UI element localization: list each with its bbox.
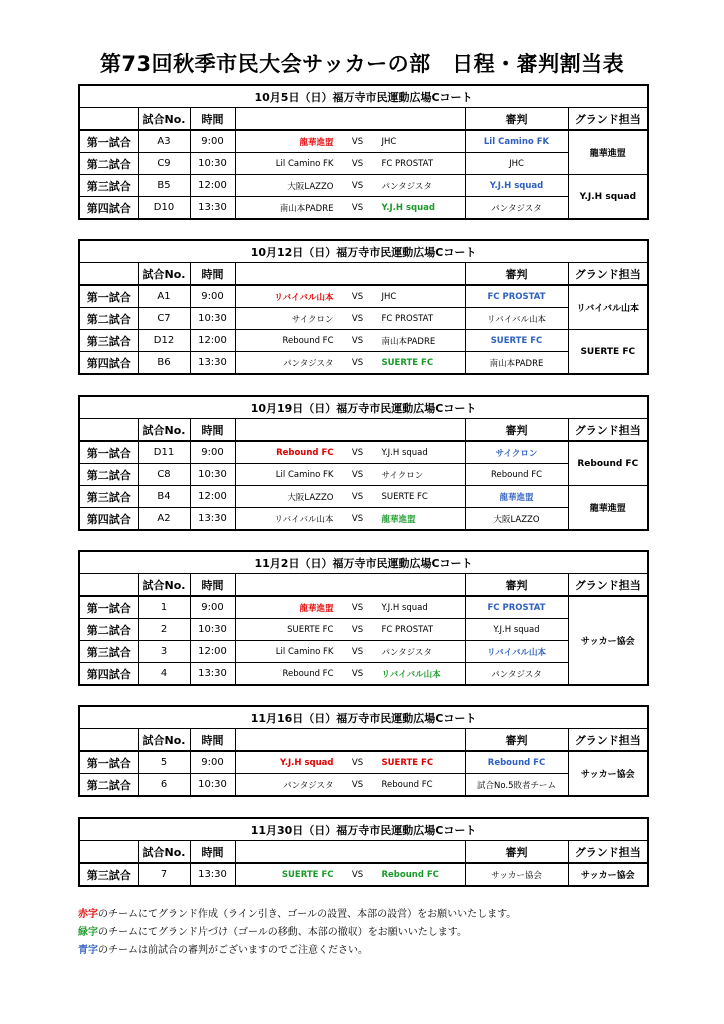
referee-team: Lil Camino FK <box>465 130 568 153</box>
table-row <box>79 153 648 175</box>
header-ground: グランド担当 <box>568 729 648 752</box>
table-row <box>79 596 648 619</box>
header-referee: 審判 <box>465 729 568 752</box>
vs-label: VS <box>351 180 364 191</box>
matchup <box>235 663 465 686</box>
game-time: 10:30 <box>190 464 235 486</box>
away-team: Rebound FC <box>381 869 439 880</box>
header-match <box>235 729 465 752</box>
game-number: 5 <box>138 751 190 774</box>
game-time: 9:00 <box>190 596 235 619</box>
referee-team: Rebound FC <box>465 751 568 774</box>
referee-team: リバイバル山本 <box>465 641 568 663</box>
game-number: B5 <box>138 175 190 197</box>
match-date: 11月2日（日）福万寺市民運動広場Cコート <box>79 551 648 574</box>
table-row <box>79 285 648 308</box>
day-table <box>78 84 649 220</box>
home-team: Lil Camino FK <box>275 469 334 480</box>
home-team: Rebound FC <box>282 335 334 346</box>
matchup <box>235 774 465 797</box>
header-match <box>235 108 465 131</box>
game-label: 第三試合 <box>79 175 138 197</box>
game-label: 第一試合 <box>79 130 138 153</box>
table-row <box>79 774 648 797</box>
header-match <box>235 263 465 286</box>
game-number: 7 <box>138 863 190 886</box>
referee-team: リバイバル山本 <box>465 308 568 330</box>
table-row <box>79 863 648 886</box>
away-team: SUERTE FC <box>381 491 428 502</box>
away-team: パンタジスタ <box>381 181 432 192</box>
game-number: 1 <box>138 596 190 619</box>
matchup <box>235 596 465 619</box>
vs-label: VS <box>351 335 364 346</box>
game-label: 第四試合 <box>79 508 138 531</box>
header-time: 時間 <box>190 263 235 286</box>
away-team: パンタジスタ <box>381 647 432 658</box>
game-label: 第二試合 <box>79 619 138 641</box>
game-time: 13:30 <box>190 352 235 375</box>
table-row <box>79 751 648 774</box>
game-time: 9:00 <box>190 441 235 464</box>
ground-duty: 龍華進盟 <box>568 130 648 175</box>
matchup <box>235 508 465 531</box>
header-blank <box>79 263 138 286</box>
home-team: パンタジスタ <box>283 358 334 369</box>
table-row <box>79 175 648 197</box>
page-title: 第73回秋季市民大会サッカーの部 日程・審判割当表 <box>99 52 625 76</box>
referee-team: パンタジスタ <box>465 663 568 686</box>
game-number: C7 <box>138 308 190 330</box>
home-team: Rebound FC <box>282 668 334 679</box>
header-blank <box>79 419 138 442</box>
game-time: 13:30 <box>190 197 235 220</box>
header-ground: グランド担当 <box>568 263 648 286</box>
game-time: 9:00 <box>190 751 235 774</box>
ground-duty: 龍華進盟 <box>568 486 648 531</box>
matchup <box>235 619 465 641</box>
game-label: 第三試合 <box>79 486 138 508</box>
game-number: 6 <box>138 774 190 797</box>
away-team: 龍華進盟 <box>381 514 416 525</box>
away-team: FC PROSTAT <box>381 624 434 635</box>
table-row <box>79 464 648 486</box>
header-referee: 審判 <box>465 574 568 597</box>
away-team: JHC <box>381 291 397 302</box>
note-key: 青字 <box>78 945 98 956</box>
game-label: 第三試合 <box>79 330 138 352</box>
game-number: 4 <box>138 663 190 686</box>
header-time: 時間 <box>190 108 235 131</box>
table-row <box>79 508 648 531</box>
game-time: 13:30 <box>190 508 235 531</box>
game-number: B4 <box>138 486 190 508</box>
note-text: のチームにてグランド片づけ（ゴールの移動、本部の撤収）をお願いいたします。 <box>98 927 467 938</box>
header-match <box>235 574 465 597</box>
home-team: SUERTE FC <box>287 624 334 635</box>
header-ground: グランド担当 <box>568 419 648 442</box>
away-team: Y.J.H squad <box>381 602 428 613</box>
home-team: 龍華進盟 <box>299 137 334 148</box>
game-label: 第三試合 <box>79 863 138 886</box>
table-row <box>79 663 648 686</box>
game-label: 第一試合 <box>79 441 138 464</box>
matchup <box>235 751 465 774</box>
vs-label: VS <box>351 357 364 368</box>
header-ground: グランド担当 <box>568 108 648 131</box>
game-time: 9:00 <box>190 130 235 153</box>
ground-duty: サッカー協会 <box>568 751 648 796</box>
day-table <box>78 817 649 887</box>
home-team: 龍華進盟 <box>299 603 334 614</box>
away-team: Y.J.H squad <box>381 202 435 213</box>
game-label: 第二試合 <box>79 308 138 330</box>
game-number: C9 <box>138 153 190 175</box>
matchup <box>235 486 465 508</box>
table-row <box>79 330 648 352</box>
header-blank <box>79 729 138 752</box>
matchup <box>235 285 465 308</box>
away-team: FC PROSTAT <box>381 313 434 324</box>
game-label: 第二試合 <box>79 153 138 175</box>
ground-duty: サッカー協会 <box>568 863 648 886</box>
referee-team: パンタジスタ <box>465 197 568 220</box>
vs-label: VS <box>351 757 364 768</box>
referee-team: FC PROSTAT <box>465 285 568 308</box>
game-label: 第二試合 <box>79 464 138 486</box>
home-team: リバイバル山本 <box>274 514 334 525</box>
header-time: 時間 <box>190 841 235 864</box>
table-row <box>79 486 648 508</box>
header-time: 時間 <box>190 574 235 597</box>
day-table <box>78 395 649 531</box>
referee-team: 龍華進盟 <box>465 486 568 508</box>
header-blank <box>79 841 138 864</box>
game-time: 12:00 <box>190 330 235 352</box>
game-label: 第一試合 <box>79 751 138 774</box>
game-number: A3 <box>138 130 190 153</box>
ground-duty: Y.J.H squad <box>568 175 648 220</box>
header-blank <box>79 108 138 131</box>
referee-team: サッカー協会 <box>465 863 568 886</box>
game-time: 10:30 <box>190 153 235 175</box>
day-table <box>78 550 649 686</box>
game-time: 13:30 <box>190 663 235 686</box>
match-date: 10月12日（日）福万寺市民運動広場Cコート <box>79 240 648 263</box>
game-number: A1 <box>138 285 190 308</box>
game-label: 第三試合 <box>79 641 138 663</box>
vs-label: VS <box>351 624 364 635</box>
game-label: 第四試合 <box>79 663 138 686</box>
game-time: 9:00 <box>190 285 235 308</box>
header-time: 時間 <box>190 419 235 442</box>
matchup <box>235 130 465 153</box>
header-game-no: 試合No. <box>138 419 190 442</box>
referee-team: JHC <box>465 153 568 175</box>
header-time: 時間 <box>190 729 235 752</box>
vs-label: VS <box>351 779 364 790</box>
home-team: リバイバル山本 <box>274 292 334 303</box>
vs-label: VS <box>351 869 364 880</box>
day-table <box>78 705 649 797</box>
ground-duty: Rebound FC <box>568 441 648 486</box>
note-key: 赤字 <box>78 909 98 920</box>
note-line <box>78 924 516 942</box>
header-game-no: 試合No. <box>138 841 190 864</box>
away-team: Y.J.H squad <box>381 447 428 458</box>
referee-team: 南山本PADRE <box>465 352 568 375</box>
away-team: リバイバル山本 <box>381 669 441 680</box>
matchup <box>235 330 465 352</box>
referee-team: Y.J.H squad <box>465 619 568 641</box>
header-game-no: 試合No. <box>138 729 190 752</box>
game-time: 12:00 <box>190 175 235 197</box>
referee-team: 試合No.5敗者チーム <box>465 774 568 797</box>
game-label: 第一試合 <box>79 285 138 308</box>
away-team: Rebound FC <box>381 779 433 790</box>
vs-label: VS <box>351 668 364 679</box>
away-team: JHC <box>381 136 397 147</box>
game-number: D11 <box>138 441 190 464</box>
header-blank <box>79 574 138 597</box>
vs-label: VS <box>351 291 364 302</box>
game-time: 10:30 <box>190 774 235 797</box>
game-label: 第一試合 <box>79 596 138 619</box>
matchup <box>235 308 465 330</box>
matchup <box>235 441 465 464</box>
vs-label: VS <box>351 136 364 147</box>
table-row <box>79 130 648 153</box>
home-team: Y.J.H squad <box>280 757 334 768</box>
matchup <box>235 197 465 220</box>
home-team: Lil Camino FK <box>275 158 334 169</box>
matchup <box>235 153 465 175</box>
table-row <box>79 619 648 641</box>
table-row <box>79 641 648 663</box>
vs-label: VS <box>351 158 364 169</box>
match-date: 10月19日（日）福万寺市民運動広場Cコート <box>79 396 648 419</box>
home-team: 南山本PADRE <box>279 203 334 214</box>
day-table <box>78 239 649 375</box>
game-time: 12:00 <box>190 641 235 663</box>
referee-team: サイクロン <box>465 441 568 464</box>
header-game-no: 試合No. <box>138 263 190 286</box>
header-game-no: 試合No. <box>138 574 190 597</box>
game-label: 第四試合 <box>79 352 138 375</box>
game-number: A2 <box>138 508 190 531</box>
matchup <box>235 863 465 886</box>
match-date: 11月16日（日）福万寺市民運動広場Cコート <box>79 706 648 729</box>
home-team: 大阪LAZZO <box>287 492 334 503</box>
match-date: 10月5日（日）福万寺市民運動広場Cコート <box>79 85 648 108</box>
header-match <box>235 841 465 864</box>
ground-duty: サッカー協会 <box>568 596 648 685</box>
referee-team: FC PROSTAT <box>465 596 568 619</box>
table-row <box>79 197 648 220</box>
game-number: D12 <box>138 330 190 352</box>
away-team: 南山本PADRE <box>381 336 436 347</box>
ground-duty: リバイバル山本 <box>568 285 648 330</box>
game-number: B6 <box>138 352 190 375</box>
vs-label: VS <box>351 447 364 458</box>
home-team: パンタジスタ <box>283 780 334 791</box>
vs-label: VS <box>351 646 364 657</box>
home-team: Lil Camino FK <box>275 646 334 657</box>
vs-label: VS <box>351 491 364 502</box>
matchup <box>235 464 465 486</box>
table-row <box>79 352 648 375</box>
game-label: 第四試合 <box>79 197 138 220</box>
header-referee: 審判 <box>465 419 568 442</box>
game-number: C8 <box>138 464 190 486</box>
header-match <box>235 419 465 442</box>
header-referee: 審判 <box>465 108 568 131</box>
away-team: SUERTE FC <box>381 757 434 768</box>
game-number: 2 <box>138 619 190 641</box>
notes <box>78 906 516 960</box>
note-line <box>78 942 516 960</box>
vs-label: VS <box>351 513 364 524</box>
matchup <box>235 175 465 197</box>
referee-team: Rebound FC <box>465 464 568 486</box>
matchup <box>235 641 465 663</box>
vs-label: VS <box>351 469 364 480</box>
referee-team: SUERTE FC <box>465 330 568 352</box>
game-time: 13:30 <box>190 863 235 886</box>
note-text: のチームは前試合の審判がございますのでご注意ください。 <box>98 945 368 956</box>
match-date: 11月30日（日）福万寺市民運動広場Cコート <box>79 818 648 841</box>
away-team: サイクロン <box>381 470 424 481</box>
game-label: 第二試合 <box>79 774 138 797</box>
home-team: 大阪LAZZO <box>287 181 334 192</box>
header-referee: 審判 <box>465 263 568 286</box>
referee-team: Y.J.H squad <box>465 175 568 197</box>
game-number: D10 <box>138 197 190 220</box>
header-referee: 審判 <box>465 841 568 864</box>
game-number: 3 <box>138 641 190 663</box>
home-team: Rebound FC <box>276 447 334 458</box>
referee-team: 大阪LAZZO <box>465 508 568 531</box>
table-row <box>79 308 648 330</box>
matchup <box>235 352 465 375</box>
note-text: のチームにてグランド作成（ライン引き、ゴールの設置、本部の設営）をお願いいたします。 <box>98 909 517 920</box>
game-time: 12:00 <box>190 486 235 508</box>
vs-label: VS <box>351 313 364 324</box>
vs-label: VS <box>351 602 364 613</box>
home-team: サイクロン <box>291 314 334 325</box>
game-time: 10:30 <box>190 619 235 641</box>
away-team: SUERTE FC <box>381 357 434 368</box>
header-game-no: 試合No. <box>138 108 190 131</box>
away-team: FC PROSTAT <box>381 158 434 169</box>
note-key: 緑字 <box>78 927 98 938</box>
header-ground: グランド担当 <box>568 574 648 597</box>
home-team: SUERTE FC <box>281 869 334 880</box>
vs-label: VS <box>351 202 364 213</box>
table-row <box>79 441 648 464</box>
header-ground: グランド担当 <box>568 841 648 864</box>
ground-duty: SUERTE FC <box>568 330 648 375</box>
game-time: 10:30 <box>190 308 235 330</box>
note-line <box>78 906 516 924</box>
